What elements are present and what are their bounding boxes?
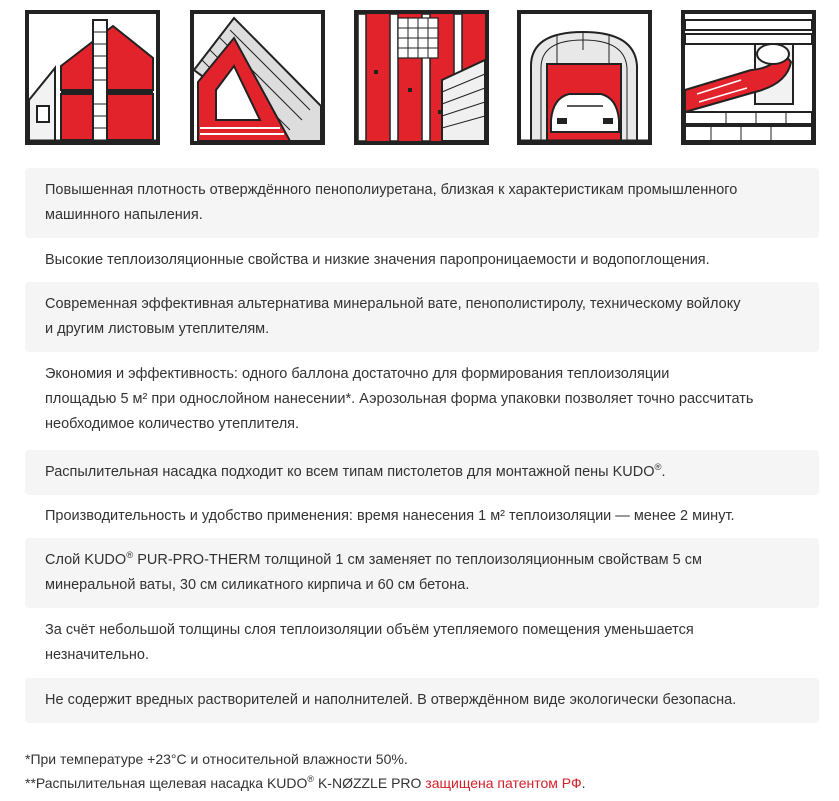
feature-item-economy: Экономия и эффективность: одного баллона достаточно для формирования теплоизоляции площадью 5 м² при однослойном нанесении*. Аэрозольная форма упаковки позволяет точно рассчитать необходимое количество утеплителя. (45, 366, 754, 432)
application-icons-row (0, 10, 839, 145)
house-insulation-icon (25, 10, 160, 145)
registered-mark: ® (307, 774, 315, 784)
registered-mark: ® (654, 462, 662, 473)
feature-item-layer: Слой KUDO® PUR-PRO-THERM толщиной 1 см заменяет по теплоизоляционным свойствам 5 см минеральной ваты, 30 см силикатного кирпича и 60 см бетона. (25, 538, 819, 608)
footnotes (25, 747, 825, 795)
feature-item-productivity: Производительность и удобство применения: время нанесения 1 м² теплоизоляции — менее 2 минут. (45, 508, 735, 524)
roof-insulation-icon (190, 10, 325, 145)
footnote-temperature: *При температуре +23°С и относительной влажности 50%. (25, 751, 408, 767)
feature-item-thermal: Высокие теплоизоляционные свойства и низкие значения паропроницаемости и водопоглощения. (45, 252, 710, 268)
feature-item-volume: За счёт небольшой толщины слоя теплоизоляции объём утепляемого помещения уменьшается незначительно. (45, 622, 694, 663)
feature-item-alternative: Современная эффективная альтернатива минеральной вате, пенополистиролу, техническому войлоку и другим листовым утеплителям. (25, 282, 819, 352)
footnote-patent: **Распылительная щелевая насадка KUDO® K-NØZZLE PRO защищена патентом РФ. (25, 774, 586, 791)
registered-mark: ® (126, 550, 134, 561)
feature-item-nozzle: Распылительная насадка подходит ко всем типам пистолетов для монтажной пены KUDO®. (25, 450, 819, 495)
patent-link[interactable]: защищена патентом РФ (425, 775, 582, 791)
garage-insulation-icon (517, 10, 652, 145)
feature-item-eco: Не содержит вредных растворителей и наполнителей. В отверждённом виде экологически безопасна. (25, 678, 819, 723)
wall-insulation-icon (354, 10, 489, 145)
pipe-insulation-icon (681, 10, 816, 145)
feature-item-density: Повышенная плотность отверждённого пенополиуретана, близкая к характеристикам промышленного машинного напыления. (25, 168, 819, 238)
